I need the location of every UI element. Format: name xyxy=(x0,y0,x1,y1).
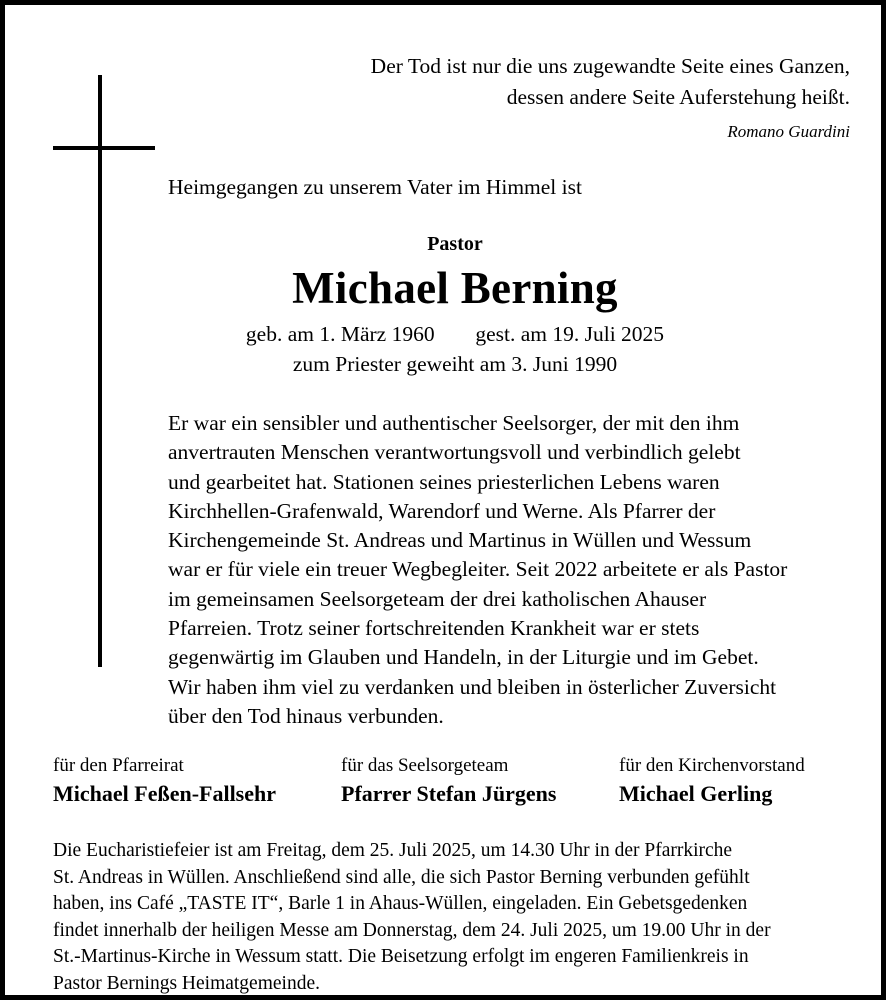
cross-horizontal-stroke xyxy=(53,146,155,150)
eulogy-line: Er war ein sensibler und authentischer Seelsorger, der mit den ihm xyxy=(168,411,740,435)
deceased-title: Pastor xyxy=(427,233,483,255)
eulogy-line: und gearbeitet hat. Stationen seines priesterlichen Lebens waren xyxy=(168,469,720,494)
eulogy-line: Kirchengemeinde St. Andreas und Martinus in Wüllen und Wessum xyxy=(168,528,752,553)
service-details-line: St.-Martinus-Kirche in Wessum statt. Die Beisetzung erfolgt im engeren Familienkreis in xyxy=(53,946,749,967)
eulogy-line: Kirchhellen-Grafenwald, Warendorf und Werne. Als Pfarrer der xyxy=(168,498,716,523)
deceased-full-name: Michael Berning xyxy=(292,263,618,313)
eulogy-line: anvertrauten Menschen verantwortungsvoll und verbindlich gelebt xyxy=(168,440,741,465)
signatory-role: für den Pfarreirat xyxy=(53,755,184,776)
service-details-paragraph xyxy=(53,838,863,997)
eulogy-line: über den Tod hinaus verbunden. xyxy=(168,703,444,728)
signatory-column xyxy=(53,753,276,809)
eulogy-line: Wir haben ihm viel zu verdanken und bleiben in österlicher Zuversicht xyxy=(168,674,777,699)
signatory-role: für das Seelsorgeteam xyxy=(341,755,509,776)
signatory-column xyxy=(341,753,556,809)
service-details-line: Die Eucharistiefeier ist am Freitag, dem 25. Juli 2025, um 14.30 Uhr in der Pfarrkirche xyxy=(53,840,733,861)
signatory-name: Michael Feßen-Fallsehr xyxy=(53,781,277,806)
signatory-name: Michael Gerling xyxy=(619,781,773,806)
eulogy-paragraph xyxy=(168,409,868,731)
service-details-line: Pastor Bernings Heimatgemeinde. xyxy=(53,972,320,994)
eulogy-line: war er für viele ein treuer Wegbegleiter. Seit 2022 arbeitete er als Pastor xyxy=(168,557,788,582)
signatory-column xyxy=(619,753,805,809)
service-details-line: haben, ins Café „TASTE IT“, Barle 1 in Ahaus-Wüllen, eingeladen. Ein Gebetsgedenken xyxy=(53,893,748,914)
eulogy-line: im gemeinsamen Seelsorgeteam der drei katholischen Ahauser xyxy=(168,586,707,611)
epigraph-quote xyxy=(185,51,850,146)
signatory-name: Pfarrer Stefan Jürgens xyxy=(341,781,557,806)
quote-line-2: dessen andere Seite Auferstehung heißt. xyxy=(506,85,850,109)
deceased-birth-date: geb. am 1. März 1960 xyxy=(245,322,435,346)
service-details-line: findet innerhalb der heiligen Messe am Donnerstag, dem 24. Juli 2025, um 19.00 Uhr in der xyxy=(53,919,771,941)
cross-vertical-stroke xyxy=(98,75,102,667)
deceased-death-date: gest. am 19. Juli 2025 xyxy=(475,322,665,346)
eulogy-line: gegenwärtig im Glauben und Handeln, in der Liturgie und im Gebet. xyxy=(168,645,759,670)
quote-line-1: Der Tod ist nur die uns zugewandte Seite eines Ganzen, xyxy=(370,54,850,78)
signatory-role: für den Kirchenvorstand xyxy=(619,755,805,776)
intro-text: Heimgegangen zu unserem Vater im Himmel ist xyxy=(168,175,582,199)
deceased-ordination-date: zum Priester geweiht am 3. Juni 1990 xyxy=(292,352,618,376)
deceased-life-dates xyxy=(105,319,805,349)
service-details-line: St. Andreas in Wüllen. Anschließend sind alle, die sich Pastor Berning verbunden gefühlt xyxy=(53,866,750,888)
eulogy-line: Pfarreien. Trotz seiner fortschreitenden Krankheit war er stets xyxy=(168,616,700,641)
quote-attribution: Romano Guardini xyxy=(727,122,850,141)
deceased-name-block xyxy=(105,231,805,379)
